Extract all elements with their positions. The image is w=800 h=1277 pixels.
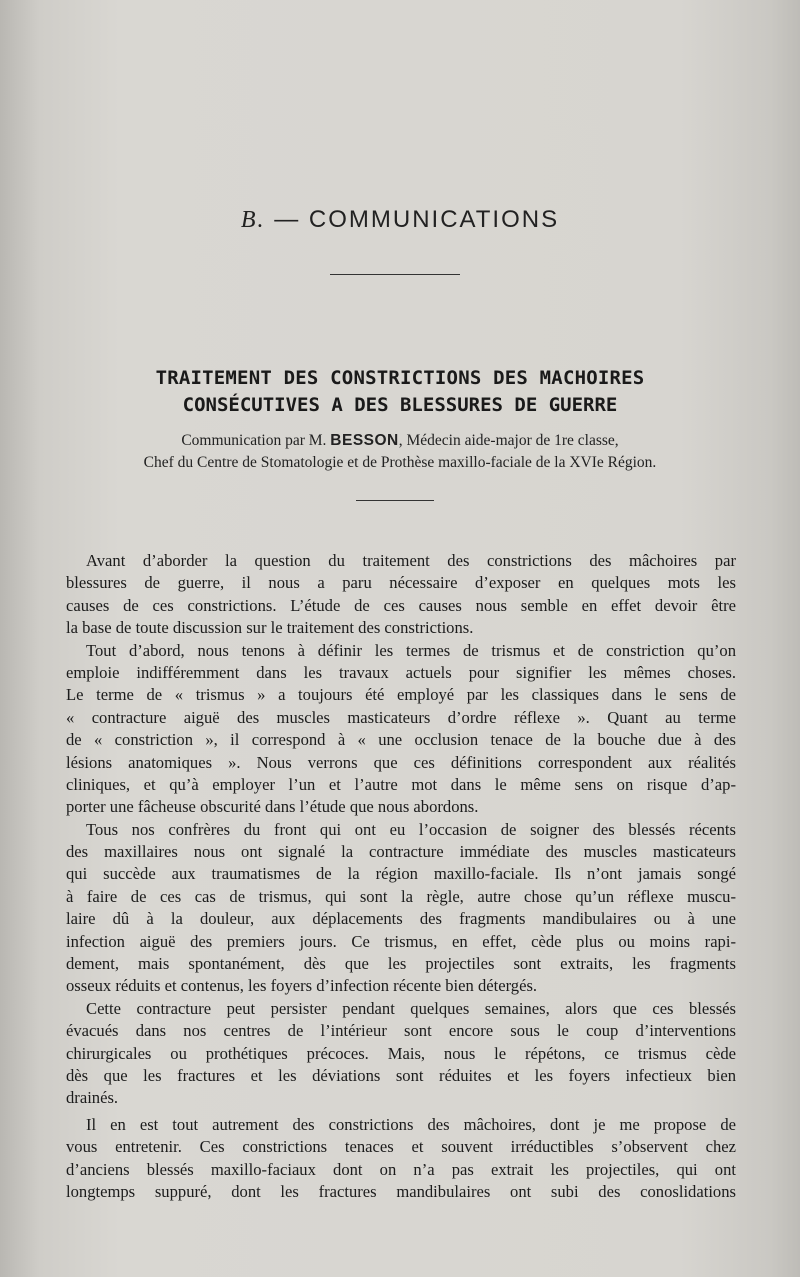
text-line: dès que les fractures et les déviations sont réduites et les foyers infectieux bien [66,1065,736,1085]
text-line: Il en est tout autrement des constrictions des mâchoires, dont je me propose de [86,1114,736,1134]
paragraph-3 [66,819,736,998]
text-line: d’anciens blessés maxillo-faciaux dont on n’a pas extrait les projectiles, qui ont [66,1159,736,1179]
paragraph-4 [66,998,736,1110]
text-line: lésions anatomiques ». Nous verrons que ces définitions correspondent aux réalités [66,752,736,772]
text-line: de « constriction », il correspond à « une occlusion tenace de la bouche due à des [66,730,736,750]
text-line: drainés. [66,1088,119,1108]
text-line: Avant d’aborder la question du traitement des constrictions des mâchoires par [86,551,736,570]
text-line: qui succède aux traumatismes de la région maxillo-faciale. Ils n’ont jamais songé [66,864,736,884]
text-line: emploie indifféremment dans les travaux actuels pour signifier les mêmes choses. [66,662,736,682]
byline-suffix: , Médecin aide-major de 1re classe, [398,432,619,449]
text-line: causes de ces constrictions. L’étude de ces causes nous semble en effet devoir être [66,595,736,615]
section-letter: B. [240,207,266,233]
article-body [66,550,736,1203]
text-line: longtemps suppuré, dont les fractures mandibulaires ont subi des conoslidations [66,1181,736,1201]
text-line: « contracture aiguë des muscles masticateurs d’ordre réflexe ». Quant au terme [66,707,736,727]
text-line: la base de toute discussion sur le traitement des constrictions. [66,618,474,638]
byline-line-1 [40,432,760,450]
text-line: porter une fâcheuse obscurité dans l’étude que nous abordons. [66,797,479,817]
paragraph-5 [66,1114,736,1204]
text-line: infection aiguë des premiers jours. Ce trismus, en effet, cède plus ou moins rapi- [66,931,736,951]
paragraph-2 [66,640,736,819]
text-line: blessures de guerre, il nous a paru nécessaire d’exposer en quelques mots les [66,573,736,593]
divider-bottom [356,500,434,501]
section-heading-text: COMMUNICATIONS [308,206,560,233]
divider-top [330,274,460,275]
section-heading [0,206,800,234]
text-line: évacués dans nos centres de l’intérieur sont encore sous le coup d’interventions [66,1021,736,1041]
text-line: osseux réduits et contenus, les foyers d’infection récente bien détergés. [66,976,538,996]
text-line: laire dû à la douleur, aux déplacements des fragments mandibulaires ou à une [66,909,736,929]
text-line: Tout d’abord, nous tenons à définir les termes de trismus et de constriction qu’on [86,640,736,660]
byline-prefix: Communication par M. [181,432,327,449]
paragraph-1 [66,550,736,640]
article-title-line-1: TRAITEMENT DES CONSTRICTIONS DES MACHOIRES [155,367,645,389]
text-line: Le terme de « trismus » a toujours été employé par les classiques dans le sens de [66,685,736,705]
text-line: Tous nos confrères du front qui ont eu l’occasion de soigner des blessés récents [86,819,736,839]
text-line: Cette contracture peut persister pendant quelques semaines, alors que ces blessés [86,998,736,1018]
text-line: chirurgicales ou prothétiques précoces. Mais, nous le répétons, ce trismus cède [66,1043,736,1063]
byline-line-2: Chef du Centre de Stomatologie et de Prothèse maxillo-faciale de la XVIe Région. [143,454,657,471]
section-dash: — [274,206,301,233]
text-line: à faire de ces cas de trismus, qui sont la règle, autre chose qu’un réflexe muscu- [66,886,736,906]
text-line: vous entretenir. Ces constrictions tenaces et souvent irréductibles s’observent chez [66,1137,736,1157]
article-title-line-2: CONSÉCUTIVES A DES BLESSURES DE GUERRE [182,394,618,416]
text-line: des maxillaires nous ont signalé la contracture immédiate des muscles masticateurs [66,842,736,862]
text-line: dement, mais spontanément, dès que les projectiles sont extraits, les fragments [66,954,736,974]
text-line: cliniques, et qu’à employer l’un et l’autre mot dans le même sens on risque d’ap- [66,774,736,794]
author-name: BESSON [330,432,399,449]
